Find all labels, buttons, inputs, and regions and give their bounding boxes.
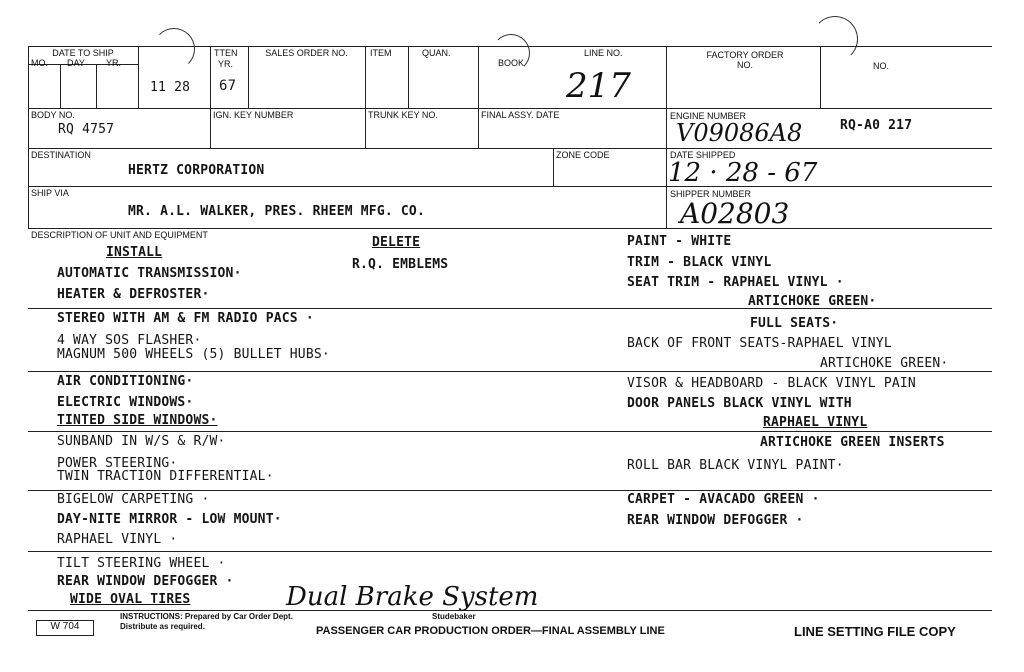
form-rule bbox=[666, 46, 667, 228]
equipment-line: TINTED SIDE WINDOWS· bbox=[57, 413, 218, 428]
trim-line: PAINT - WHITE bbox=[627, 234, 732, 249]
form-rule bbox=[28, 186, 992, 187]
trim-line: ARTICHOKE GREEN· bbox=[820, 356, 949, 371]
form-rule bbox=[96, 64, 97, 108]
form-rule bbox=[553, 148, 554, 186]
day-label: DAY bbox=[67, 58, 85, 68]
quantity-label: QUAN. bbox=[422, 48, 451, 58]
form-rule bbox=[28, 46, 29, 228]
year-value: 67 bbox=[219, 78, 237, 94]
form-rule bbox=[28, 148, 992, 149]
month-label: MO. bbox=[31, 58, 48, 68]
studebaker-mark: Studebaker bbox=[432, 612, 476, 621]
body-no-label: BODY NO. bbox=[31, 110, 75, 120]
trunk-key-label: TRUNK KEY NO. bbox=[368, 110, 438, 120]
item-label: ITEM bbox=[370, 48, 392, 58]
tten-label: TTEN bbox=[214, 48, 238, 58]
date-shipped-label: DATE SHIPPED bbox=[670, 150, 736, 160]
equipment-line: WIDE OVAL TIRES bbox=[70, 592, 191, 607]
form-rule bbox=[820, 46, 821, 108]
engine-number-value: V09086A8 bbox=[676, 119, 803, 147]
equipment-line: AUTOMATIC TRANSMISSION· bbox=[57, 266, 242, 281]
trim-line: BACK OF FRONT SEATS-RAPHAEL VINYL bbox=[627, 336, 892, 351]
line-no-label: LINE NO. bbox=[584, 48, 623, 58]
trim-line: REAR WINDOW DEFOGGER · bbox=[627, 513, 804, 528]
form-rule bbox=[28, 108, 992, 109]
form-rule bbox=[210, 46, 211, 148]
equipment-line: RAPHAEL VINYL · bbox=[57, 532, 178, 547]
form-rule bbox=[28, 228, 992, 229]
line-no-value: 217 bbox=[566, 66, 631, 106]
trim-line: ROLL BAR BLACK VINYL PAINT· bbox=[627, 458, 844, 473]
equipment-line: MAGNUM 500 WHEELS (5) BULLET HUBS· bbox=[57, 347, 330, 362]
trim-line: SEAT TRIM - RAPHAEL VINYL · bbox=[627, 275, 844, 290]
delete-heading: DELETE bbox=[372, 235, 421, 250]
punch-hole-mark bbox=[153, 28, 195, 70]
equipment-line: STEREO WITH AM & FM RADIO PACS · bbox=[57, 311, 314, 326]
trim-line: VISOR & HEADBOARD - BLACK VINYL PAIN bbox=[627, 376, 916, 391]
ship-via-value: MR. A.L. WALKER, PRES. RHEEM MFG. CO. bbox=[128, 204, 425, 219]
destination-label: DESTINATION bbox=[31, 150, 91, 160]
trim-line: DOOR PANELS BLACK VINYL WITH bbox=[627, 396, 852, 411]
trim-line: RAPHAEL VINYL bbox=[763, 415, 868, 430]
date-shipped-value: 12 · 28 - 67 bbox=[668, 158, 818, 188]
trim-line: FULL SEATS· bbox=[750, 316, 839, 331]
equipment-line: TWIN TRACTION DIFFERENTIAL· bbox=[57, 469, 274, 484]
description-label: DESCRIPTION OF UNIT AND EQUIPMENT bbox=[31, 230, 208, 240]
trim-line: ARTICHOKE GREEN· bbox=[748, 294, 877, 309]
shipper-number-value: A02803 bbox=[680, 197, 790, 230]
equipment-line: REAR WINDOW DEFOGGER · bbox=[57, 574, 234, 589]
equipment-line: ELECTRIC WINDOWS· bbox=[57, 395, 194, 410]
factory-order-label: FACTORY ORDER NO. bbox=[706, 50, 784, 70]
instructions-text: INSTRUCTIONS: Prepared by Car Order Dept. bbox=[120, 612, 293, 621]
form-number: W 704 bbox=[50, 621, 80, 632]
form-rule bbox=[28, 46, 992, 47]
tten-date-value: 11 28 bbox=[150, 80, 191, 95]
form-title: PASSENGER CAR PRODUCTION ORDER—FINAL ASSEMBLY LINE bbox=[316, 625, 665, 637]
final-assy-label: FINAL ASSY. DATE bbox=[481, 110, 560, 120]
punch-hole-mark bbox=[812, 16, 858, 62]
form-rule bbox=[28, 551, 992, 552]
equipment-line: AIR CONDITIONING· bbox=[57, 374, 194, 389]
trim-line: ARTICHOKE GREEN INSERTS bbox=[760, 435, 945, 450]
distribute-text: Distribute as required. bbox=[120, 622, 205, 631]
equipment-line: DAY-NITE MIRROR - LOW MOUNT· bbox=[57, 512, 282, 527]
date-to-ship-label: DATE TO SHIP bbox=[52, 48, 114, 58]
form-rule bbox=[408, 46, 409, 108]
form-rule bbox=[138, 46, 139, 108]
model-year-label: YR. bbox=[218, 59, 234, 69]
ship-via-label: SHIP VIA bbox=[31, 188, 69, 198]
form-rule bbox=[365, 46, 366, 148]
trim-line: CARPET - AVACADO GREEN · bbox=[627, 492, 820, 507]
equipment-line: POWER STEERING· bbox=[57, 456, 178, 471]
equipment-line: 4 WAY SOS FLASHER· bbox=[57, 333, 202, 348]
ign-key-label: IGN. KEY NUMBER bbox=[213, 110, 294, 120]
body-no-value: RQ 4757 bbox=[58, 122, 115, 137]
copy-designation: LINE SETTING FILE COPY bbox=[794, 624, 956, 639]
delete-item: R.Q. EMBLEMS bbox=[352, 257, 449, 272]
engine-number-label: ENGINE NUMBER bbox=[670, 111, 747, 121]
book-label: BOOK bbox=[498, 58, 525, 68]
form-rule bbox=[60, 64, 61, 108]
equipment-line: HEATER & DEFROSTER· bbox=[57, 287, 210, 302]
equipment-line: TILT STEERING WHEEL · bbox=[57, 556, 226, 571]
shipper-number-label: SHIPPER NUMBER bbox=[670, 189, 752, 199]
form-rule bbox=[28, 490, 992, 491]
zone-code-label: ZONE CODE bbox=[556, 150, 610, 160]
equipment-line: SUNBAND IN W/S & R/W· bbox=[57, 434, 226, 449]
form-rule bbox=[478, 46, 479, 148]
form-rule bbox=[28, 431, 992, 432]
install-heading: INSTALL bbox=[106, 245, 163, 260]
rq-number-value: RQ-A0 217 bbox=[840, 118, 913, 133]
trim-line: TRIM - BLACK VINYL bbox=[627, 255, 772, 270]
destination-value: HERTZ CORPORATION bbox=[128, 163, 265, 178]
handwritten-note: Dual Brake System bbox=[286, 582, 539, 612]
sales-order-label: SALES ORDER NO. bbox=[265, 48, 348, 58]
year-label: YR. bbox=[106, 58, 122, 68]
form-rule bbox=[28, 371, 992, 372]
no-label: NO. bbox=[873, 61, 890, 71]
equipment-line: BIGELOW CARPETING · bbox=[57, 492, 210, 507]
